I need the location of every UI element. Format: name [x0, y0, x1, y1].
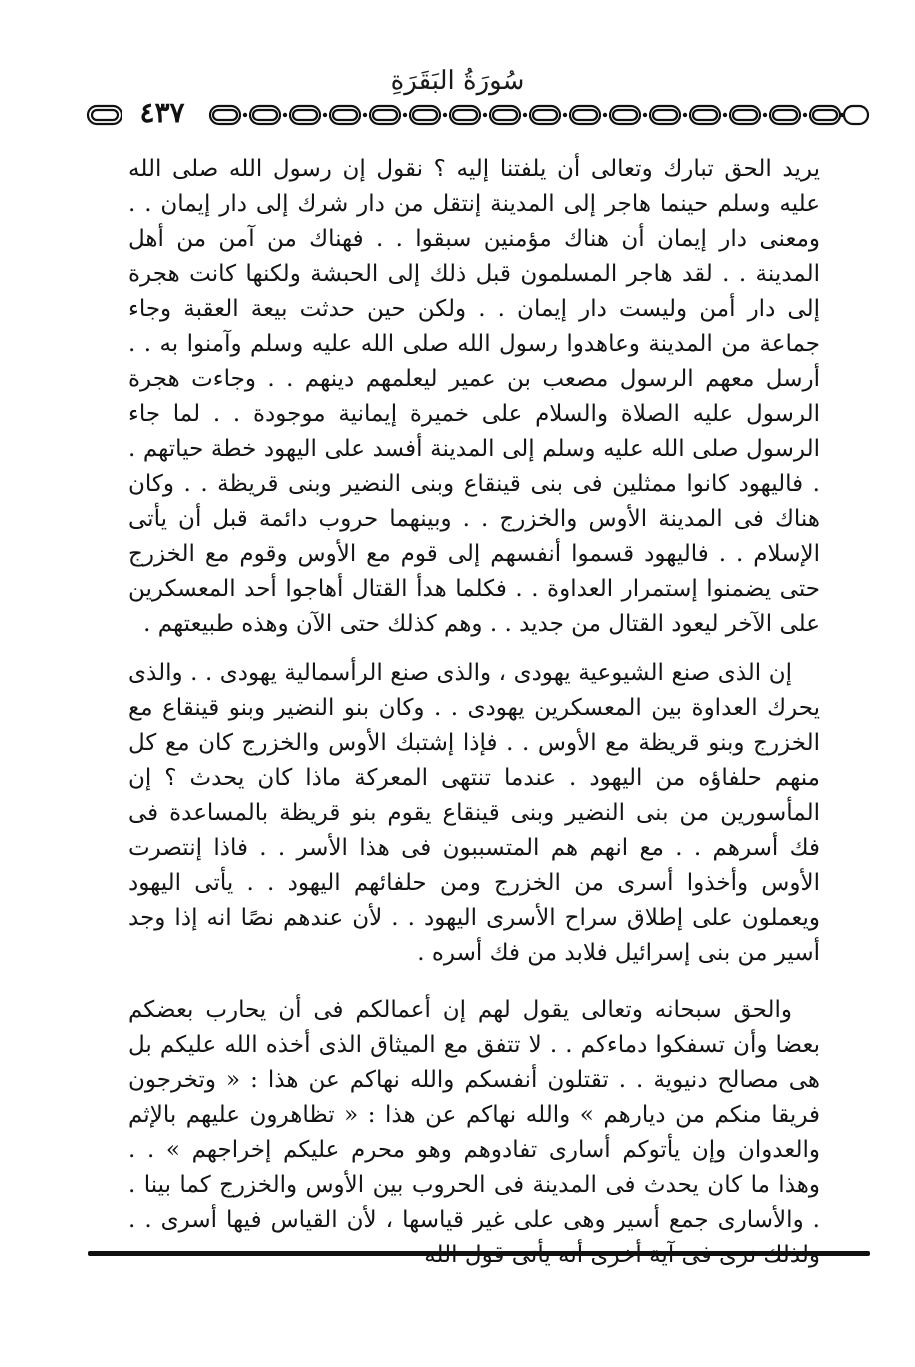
paragraph-1: [128, 152, 820, 642]
page-number: ٤٣٧: [122, 95, 202, 131]
paragraph-3-text: والحق سبحانه وتعالى يقول لهم إن أعمالكم فى أن يحارب بعضكم بعضا وأن تسفكوا دماءكم . . لا تتفق مع الميثاق الذى أخذه الله عليكم بل هى مصالح دنيوية . . تقتلون أنفسكم والله نهاكم عن هذا : « وتخرجون فريقا منكم من ديارهم » والله نهاكم عن هذا : « تظاهرون عليهم بالإثم والعدوان وإن يأتوكم أسارى تفادوهم وهو محرم عليكم إخراجهم » . . وهذا ما كان يحدث فى المدينة فى الحروب بين الأوس والخزرج كما بينا . . والأسارى جمع أسير وهى على غير قياسها ، لأن القياس فيها أسرى . .: [128, 997, 820, 1233]
paragraph-2-text: إن الذى صنع الشيوعية يهودى ، والذى صنع الرأسمالية يهودى . . والذى يحرك العداوة بين المعسكرين يهودى . . وكان بنو النضير وبنو قينقاع مع الخزرج وبنو قريظة مع الأوس . . فإذا إشتبك الأوس والخزرج كان مع كل منهم حلفاؤه من اليهود . عندما تنتهى المعركة ماذا كان يحدث ؟ إن المأسورين من بنى النضير وبنى قينقاع يقوم بنو قريظة بالمساعدة فى فك أسرهم . . مع انهم هم المتسببون فى هذا الأسر . . فاذا إنتصرت الأوس وأخذوا أسرى من الخزرج ومن حلفائهم اليهود . . يأتى اليهود ويعملون على إطلاق سراح الأسرى اليهود . . لأن عندهم نصًا انه إذا وجد أسير من بنى إسرائيل فلابد من فك أسره .: [128, 660, 820, 966]
paragraph-3: [128, 993, 820, 1273]
surah-title: سُورَةُ البَقَرَةِ: [390, 66, 525, 96]
paragraph-2: [128, 656, 820, 971]
paragraph-1-text: يريد الحق تبارك وتعالى أن يلفتنا إليه ؟ نقول إن رسول الله صلى الله عليه وسلم حينما هاجر إلى المدينة إنتقل من دار شرك إلى دار إيمان . . ومعنى دار إيمان أن هناك مؤمنين سبقوا . . فهناك من آمن من أهل المدينة . . لقد هاجر المسلمون قبل ذلك إلى الحبشة ولكنها كانت هجرة إلى دار أمن وليست دار إيمان . . ولكن حين حدثت بيعة العقبة وجاء جماعة من المدينة وعاهدوا رسول الله صلى الله عليه وسلم وآمنوا به . . أرسل معهم الرسول مصعب بن عمير ليعلمهم دينهم . . وجاءت هجرة الرسول عليه الصلاة والسلام على خميرة إيمانية موجودة . . لما جاء الرسول صلى الله عليه وسلم إلى المدينة أفسد على اليهود خطة حياتهم . . فاليهود كانوا ممثلين فى بنى قينقاع وبنى النضير وبنى قريظة . . وكان هناك فى المدينة الأوس والخزرج . . وبينهما حروب دائمة قبل أن يأتى الإسلام . . فاليهود قسموا أنفسهم إلى قوم مع الأوس وقوم مع الخزرج حتى يضمنوا إستمرار العداوة . . فكلما هدأ القتال أهاجوا أحد المعسكرين على الآخر ليعود القتال من جديد . . وهم كذلك حتى الآن وهذه طبيعتهم .: [128, 156, 820, 637]
footer-rule: [88, 1251, 870, 1256]
ornamental-header-band: [86, 100, 870, 130]
